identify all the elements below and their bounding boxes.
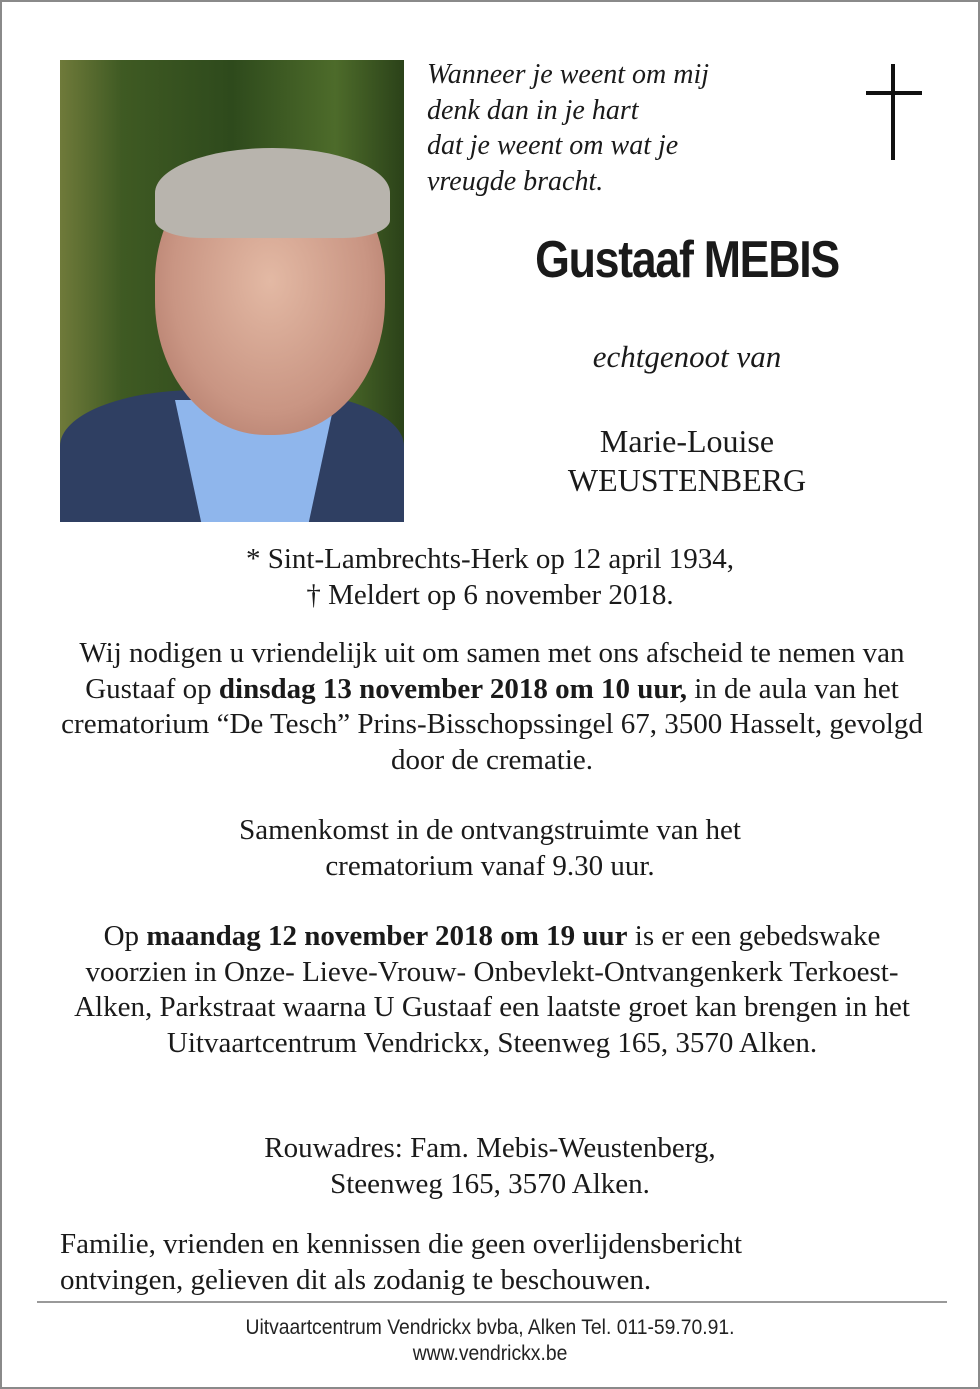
text: is er een gebedswake voorzien in Onze- Lieve-Vrouw- Onbevlekt-Ontvangenkerk Terkoest-Alken, Parkstraat waarna U Gustaaf een laatste groet kan brengen in het Uitvaartcentrum Vendrickx, Steenweg 165, 3570 Alken.	[74, 920, 910, 1059]
spouse-first-name: Marie-Louise	[599, 423, 775, 459]
deceased-name: Gustaaf MEBIS	[535, 231, 839, 289]
text: Op	[103, 920, 147, 952]
gathering-paragraph	[42, 813, 938, 884]
poem-line: vreugde bracht.	[427, 165, 604, 197]
mourning-address	[42, 1131, 938, 1202]
text: in de aula van het crematorium “De Tesch” Prins-Bisschopssingel 67, 3500 Hasselt, gevolgd door de crematie.	[61, 672, 923, 776]
spouse-last-name: WEUSTENBERG	[567, 462, 807, 498]
poem-line: denk dan in je hart	[427, 94, 639, 126]
text: ontvingen, gelieven dit als zodanig te beschouwen.	[60, 1263, 652, 1296]
text: Wij nodigen u vriendelijk uit om samen met ons afscheid te nemen van Gustaaf op	[79, 637, 905, 705]
text: Rouwadres: Fam. Mebis-Weustenberg,	[264, 1132, 716, 1164]
ceremony-date: dinsdag 13 november 2018 om 10 uur,	[218, 672, 687, 705]
divider	[37, 1301, 947, 1303]
dates	[42, 542, 938, 613]
ceremony-paragraph	[60, 636, 924, 778]
vigil-date: maandag 12 november 2018 om 19 uur	[146, 920, 628, 952]
cross-icon	[866, 64, 922, 160]
funeral-home: Uitvaartcentrum Vendrickx bvba, Alken Tel. 011-59.70.91.	[245, 1316, 735, 1339]
text: crematorium vanaf 9.30 uur.	[325, 849, 655, 882]
poem-line: Wanneer je weent om mij	[427, 59, 710, 90]
poem-line: dat je weent om wat je	[427, 130, 679, 161]
website-link[interactable]: www.vendrickx.be	[412, 1342, 568, 1365]
notice-paragraph	[60, 1227, 900, 1298]
birth-line: * Sint-Lambrechts-Herk op 12 april 1934,	[245, 543, 735, 575]
text: Samenkomst in de ontvangstruimte van het	[239, 814, 741, 846]
poem	[427, 57, 709, 199]
spouse-label: echtgenoot van	[592, 339, 782, 374]
text: Familie, vrienden en kennissen die geen overlijdensbericht	[60, 1228, 743, 1260]
vigil-paragraph	[72, 919, 912, 1061]
footer	[41, 1315, 939, 1367]
spouse-name	[442, 422, 932, 500]
portrait-photo	[60, 60, 404, 522]
text: Steenweg 165, 3570 Alken.	[330, 1167, 650, 1200]
death-line: † Meldert op 6 november 2018.	[306, 578, 674, 611]
